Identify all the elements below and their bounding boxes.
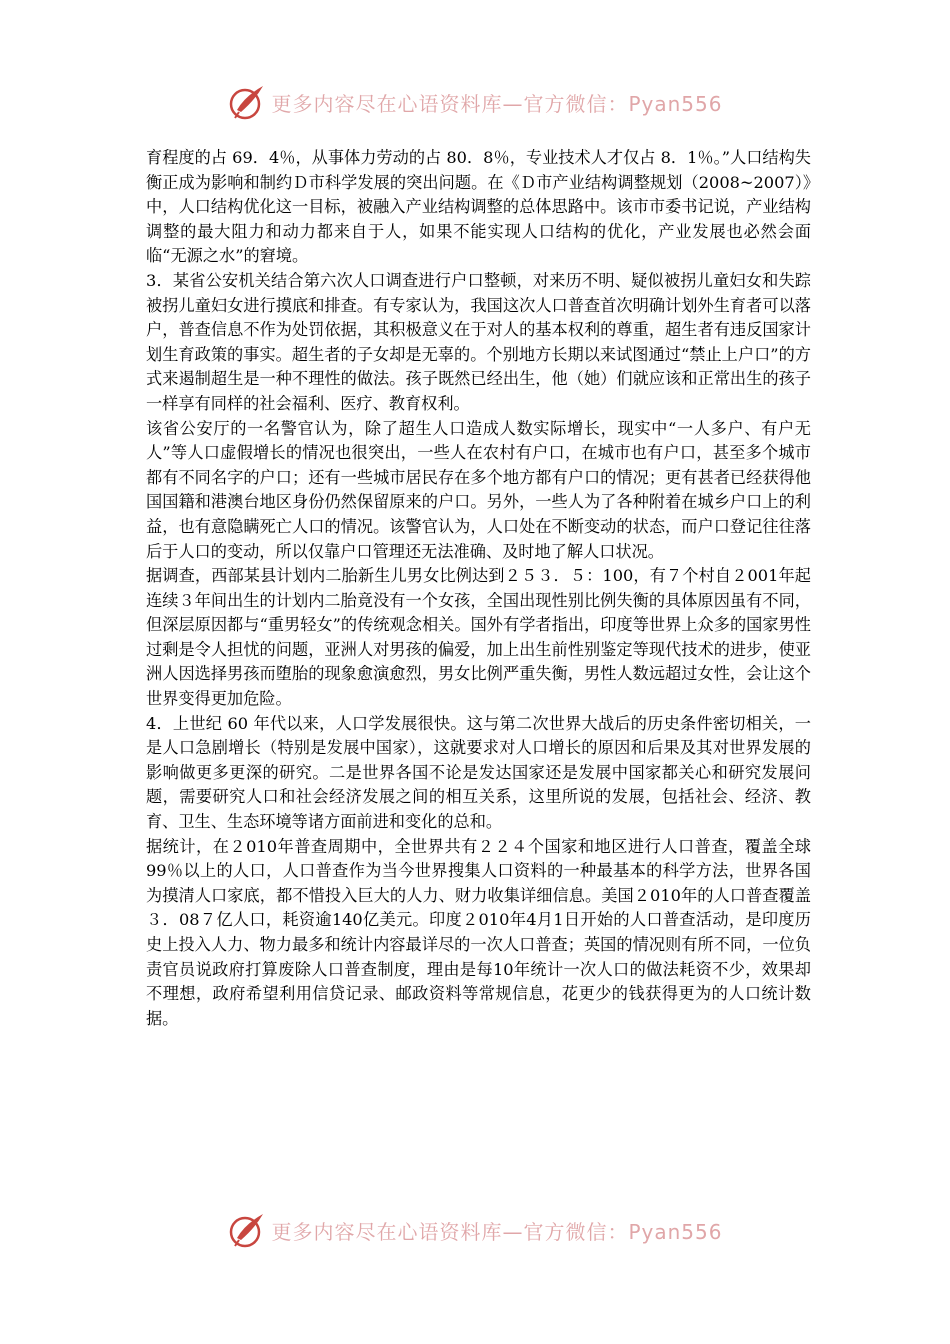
paragraph: 3．某省公安机关结合第六次人口调查进行户口整顿，对来历不明、疑似被拐儿童妇女和失踪被拐儿童妇女进行摸底和排查。有专家认为，我国这次人口普查首次明确计划外生育者可以落户，普查信息不作为处罚依据，其积极意义在于对人的基本权利的尊重，超生者有违反国家计划生育政策的事实。超生者的子女却是无辜的。个别地方长期以来试图通过“禁止上户口”的方式来遏制超生是一种不理性的做法。孩子既然已经出生，他（她）们就应该和正常出生的孩子一样享有同样的社会福利、医疗、教育权利。 xyxy=(146,270,811,413)
footer-watermark-text: 更多内容尽在心语资料库—官方微信：Pyan556 xyxy=(271,1219,723,1244)
quill-logo-icon xyxy=(227,82,267,122)
paragraph: 4．上世纪 60 年代以来，人口学发展很快。这与第二次世界大战后的历史条件密切相关，一是人口急剧增长（特别是发展中国家），这就要求对人口增长的原因和后果及其对世界发展的影响做更多更深的研究。二是世界各国不论是发达国家还是发展中国家都关心和研究发展问题，需要研究人口和社会经济发展之间的相互关系，这里所说的发展，包括社会、经济、教育、卫生、生态环境等诸方面前进和变化的总和。 xyxy=(146,713,811,832)
paragraph: 育程度的占 69．4％，从事体力劳动的占 80．8％，专业技术人才仅占 8．1％。”人口结构失衡正成为影响和制约Ｄ市科学发展的突出问题。在《Ｄ市产业结构调整规划（2008~2007）》中，人口结构优化这一目标，被融入产业结构调整的总体思路中。该市市委书记说，产业结构调整的最大阻力和动力都来自于人，如果不能实现人口结构的优化，产业发展也必然会面临“无源之水”的窘境。 xyxy=(146,148,811,266)
paragraph: 据调查，西部某县计划内二胎新生儿男女比例达到２５３．５：100，有７个村自２001年起连续３年间出生的计划内二胎竟没有一个女孩，全国出现性别比例失衡的具体原因虽有不同，但深层原因都与“重男轻女”的传统观念相关。国外有学者指出，印度等世界上众多的国家男性过剩是令人担忧的问题，亚洲人对男孩的偏爱，加上出生前性别鉴定等现代技术的进步，使亚洲人因选择男孩而堕胎的现象愈演愈烈，男女比例严重失衡，男性人数远超过女性，会让这个世界变得更加危险。 xyxy=(146,566,811,709)
header-watermark xyxy=(0,80,950,124)
footer-watermark xyxy=(0,1208,950,1252)
paragraph: 该省公安厅的一名警官认为，除了超生人口造成人数实际增长，现实中“一人多户、有户无人”等人口虚假增长的情况也很突出，一些人在农村有户口，在城市也有户口，甚至多个城市都有不同名字的户口；还有一些城市居民存在多个地方都有户口的情况；更有甚者已经获得他国国籍和港澳台地区身份仍然保留原来的户口。另外，一些人为了各种附着在城乡户口上的利益，也有意隐瞒死亡人口的情况。该警官认为，人口处在不断变动的状态，而户口登记往往落后于人口的变动，所以仅靠户口管理还无法准确、及时地了解人口状况。 xyxy=(146,418,811,561)
document-body xyxy=(146,146,811,1031)
header-watermark-text: 更多内容尽在心语资料库—官方微信：Pyan556 xyxy=(271,91,723,116)
quill-logo-icon xyxy=(227,1210,267,1250)
paragraph: 据统计，在２010年普查周期中，全世界共有２２４个国家和地区进行人口普查，覆盖全球99％以上的人口，人口普查作为当今世界搜集人口资料的一种最基本的科学方法，世界各国为摸清人口家底，都不惜投入巨大的人力、财力收集详细信息。美国２010年的人口普查覆盖３．08７亿人口，耗资逾140亿美元。印度２010年4月1日开始的人口普查活动，是印度历史上投入人力、物力最多和统计内容最详尽的一次人口普查；英国的情况则有所不同，一位负责官员说政府打算废除人口普查制度，理由是每10年统计一次人口的做法耗资不少，效果却不理想，政府希望利用信贷记录、邮政资料等常规信息，花更少的钱获得更为的人口统计数据。 xyxy=(146,836,811,1028)
